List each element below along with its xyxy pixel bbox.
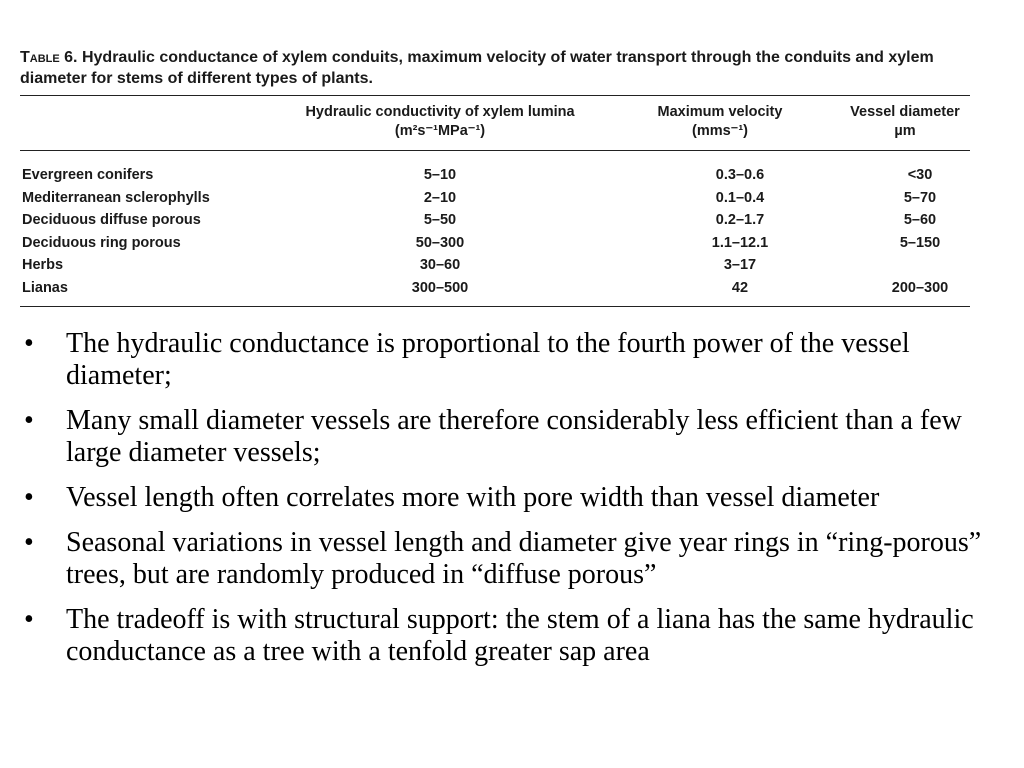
- bullet-list: [24, 328, 1014, 681]
- header-conductivity-unit: (m²s⁻¹MPa⁻¹): [394, 123, 486, 139]
- bullet-text: The hydraulic conductance is proportional to the fourth power of the vessel diameter;: [66, 328, 910, 391]
- bullet-marker: •: [24, 405, 34, 436]
- header-velocity: [635, 103, 805, 141]
- cell-velocity: 0.3–0.6: [715, 167, 765, 183]
- cell-plant-type: Herbs: [22, 257, 64, 274]
- cell-velocity: 0.2–1.7: [715, 212, 765, 229]
- header-diameter-title: Vessel diameter: [850, 104, 960, 120]
- table-row: [20, 232, 970, 255]
- table-row: [20, 164, 970, 187]
- bullet-text: Vessel length often correlates more with pore width than vessel diameter: [66, 482, 880, 513]
- cell-diameter: <30: [907, 167, 933, 183]
- table-caption-text: Hydraulic conductance of xylem conduits, maximum velocity of water transport through the conduits and xylem diameter for stems of different types of plants.: [20, 49, 934, 87]
- table-row: [20, 254, 970, 277]
- header-diameter: [830, 103, 980, 141]
- cell-plant-type: Deciduous ring porous: [22, 234, 181, 251]
- bullet-marker: •: [24, 527, 34, 558]
- cell-velocity: 3–17: [723, 257, 757, 274]
- cell-velocity: 0.1–0.4: [715, 189, 765, 206]
- cell-diameter: 5–150: [899, 234, 941, 251]
- header-velocity-unit: (mms⁻¹): [692, 123, 748, 139]
- table-row: [20, 209, 970, 232]
- cell-conductivity: 2–10: [423, 189, 457, 206]
- table-row: [20, 187, 970, 210]
- table-caption: [20, 47, 970, 89]
- header-conductivity-title: Hydraulic conductivity of xylem lumina: [305, 104, 575, 120]
- bullet-marker: •: [24, 604, 34, 635]
- bullet-item: [24, 405, 1014, 469]
- cell-plant-type: Lianas: [22, 279, 68, 296]
- bullet-text: Seasonal variations in vessel length and diameter give year rings in “ring-porous” trees, but are randomly produced in “diffuse porous”: [66, 527, 982, 590]
- cell-velocity: 1.1–12.1: [711, 234, 769, 251]
- table-bottom-rule: [20, 306, 970, 307]
- bullet-item: [24, 604, 1014, 668]
- bullet-text: Many small diameter vessels are therefore considerably less efficient than a few large diameter vessels;: [66, 405, 962, 468]
- table-header: [20, 96, 970, 150]
- bullet-item: [24, 328, 1014, 392]
- cell-plant-type: Deciduous diffuse porous: [22, 212, 201, 229]
- cell-conductivity: 30–60: [419, 257, 461, 274]
- bullet-item: [24, 482, 1014, 514]
- bullet-marker: •: [24, 328, 34, 359]
- cell-diameter: 5–60: [903, 212, 937, 229]
- table-row: [20, 277, 970, 300]
- bullet-item: [24, 527, 1014, 591]
- data-table-figure: [20, 47, 970, 307]
- cell-plant-type: Evergreen conifers: [22, 167, 154, 183]
- cell-plant-type: Mediterranean sclerophylls: [22, 189, 210, 206]
- cell-conductivity: 5–10: [423, 167, 457, 183]
- cell-conductivity: 5–50: [423, 212, 457, 229]
- header-diameter-unit: µm: [894, 123, 916, 139]
- bullet-marker: •: [24, 482, 34, 513]
- cell-diameter: 5–70: [903, 189, 937, 206]
- header-velocity-title: Maximum velocity: [657, 104, 783, 120]
- bullet-text: The tradeoff is with structural support: the stem of a liana has the same hydraulic conductance as a tree with a tenfold greater sap area: [66, 604, 974, 667]
- header-conductivity: [275, 103, 605, 141]
- cell-conductivity: 50–300: [415, 234, 465, 251]
- cell-velocity: 42: [731, 279, 749, 296]
- cell-conductivity: 300–500: [411, 279, 469, 296]
- table-label: Table 6.: [20, 49, 78, 66]
- table-body: [20, 151, 970, 304]
- cell-diameter: 200–300: [891, 279, 949, 296]
